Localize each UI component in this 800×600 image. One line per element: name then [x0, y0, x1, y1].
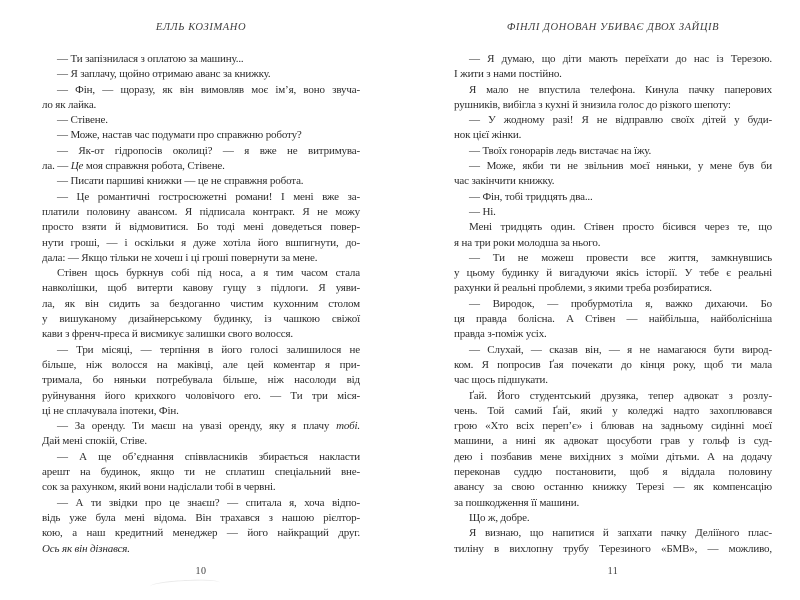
text-line: Стівен щось буркнув собі під носа, а я тим часом стала	[57, 267, 360, 280]
text-line: нок цієї жінки.	[454, 129, 522, 142]
text-line: дею і позбавив мене вихідних з моїми дітьми. А на додачу	[454, 450, 772, 463]
text-line: чень. Той самий Ґай, який у коледжі надто захоплювався	[454, 404, 772, 417]
text-line: тиліну в вихлопну трубу Терезиного «БМВ», — можливо,	[454, 542, 772, 555]
text-line: — Стівене.	[57, 114, 108, 127]
text-line: Я мало не впустила телефона. Кинула пачку паперових	[469, 83, 772, 96]
running-header-title: ФІНЛІ ДОНОВАН УБИВАЄ ДВОХ ЗАЙЦІВ	[506, 22, 720, 33]
text-line: — Я думаю, що діти мають переїхати до нас із Терезою.	[469, 53, 772, 65]
text-line: Ось як він дізнався.	[42, 542, 130, 555]
text-line: час закінчити книжку.	[454, 175, 555, 188]
text-line: рушників, вибігла з кухні й знизила голос до різкого шепоту:	[454, 98, 731, 111]
text-line: — Три місяці, — терпіння в його голосі залишилося не	[57, 343, 360, 356]
text-line: — Це романтичні гостросюжетні романи! І мені вже за-	[57, 190, 360, 203]
text-line: — Може, настав час подумати про справжню роботу?	[57, 129, 302, 142]
text-line: ла, як він сидить за бездоганно чистим кухонним столом	[42, 297, 360, 310]
text-line: грою «Хто всіх переп’є» і блював на задньому сидінні моєї	[454, 420, 772, 433]
text-line: — А ще об’єднання співвласників збирається накласти	[57, 450, 360, 463]
text-line: просто взяти й відмовитися. Бо тоді мені доведеться повер-	[42, 221, 360, 234]
text-line: — Твоїх гонорарів ледь вистачає на їжу.	[469, 144, 652, 157]
page-body-left	[42, 52, 360, 557]
text-line: — А ти звідки про це знаєш? — спитала я, хоча відпо-	[57, 496, 360, 509]
text-line: у вишуканому дизайнерському будинку, із чашкою свіжої	[42, 313, 360, 326]
text-line: — Фін, — щоразу, як він вимовляв моє ім’я, воно звуча-	[57, 83, 360, 96]
text-line: правда з-поміж усіх.	[454, 328, 547, 341]
text-line: — Ні.	[469, 205, 496, 218]
text-line: Дай мені спокій, Стіве.	[42, 435, 147, 448]
text-line: більше, ніж волосся на маківці, але цей коментар я при-	[42, 358, 360, 371]
text-line: — Як-от гідропосів околиці? — я вже не витримува-	[57, 144, 360, 157]
running-header-author: ЕЛЛЬ КОЗІМАНО	[155, 22, 247, 33]
text-line: навколішки, щоб витерти кавову гущу з підлоги. Я уяви-	[42, 282, 360, 295]
text-line: нути гроші, — і оскільки я дуже хотіла його вшпигнути, до-	[42, 236, 360, 249]
text-line: платили половину авансом. Я підписала контракт. Я не можу	[42, 205, 360, 218]
text-line: ці не сплачувала іпотеки, Фін.	[42, 404, 179, 417]
text-line: тримала, бо няньки потребувала більше, ніж насолоди від	[42, 374, 360, 387]
text-line: кою, а наш кредитний менеджер — його найкращий друг.	[42, 527, 360, 540]
book-page-right	[400, 0, 800, 600]
text-line: кави з френч-преса й висмикує залишки свого волосся.	[42, 328, 294, 341]
text-line: відь уже була мені відома. Він трахався з нашою рієлтор-	[42, 511, 360, 524]
page-number-right: 11	[607, 566, 619, 577]
text-line: — Я заплачу, щойно отримаю аванс за книжку.	[57, 68, 271, 81]
text-line: у цьому будинку й вигадуючи якісь історії. У тебе є реальні	[454, 267, 772, 280]
text-line: ла. — Це моя справжня робота, Стівене.	[42, 160, 225, 173]
text-line: ком. Я попросив Ґая почекати до кінця року, щоб ти мала	[454, 358, 772, 371]
text-line: — Слухай, — сказав він, — я не намагаюся бути вирод-	[469, 343, 772, 356]
text-line: час щось підшукати.	[454, 374, 548, 387]
text-line: — Ти запізнилася з оплатою за машину...	[57, 53, 244, 65]
text-line: — Ти не можеш провести все життя, замкнувшись	[469, 251, 772, 264]
text-line: — Фін, тобі тридцять два...	[469, 190, 593, 203]
text-line: я на три роки молодша за нього.	[454, 236, 601, 249]
text-line: Ґай. Його студентський друзяка, тепер адвокат з розлу-	[469, 389, 772, 402]
text-line: ло як лайка.	[42, 98, 97, 111]
text-line: Я визнаю, що напитися й запхати пачку Деліїного плас-	[469, 527, 772, 540]
page-content-right	[454, 0, 772, 557]
text-line: переконав суддю постановити, щоб я віддала половину	[454, 466, 772, 479]
page-body-right	[454, 52, 772, 557]
text-line: ця правда болісна. А Стівен — найбільша, найболісніша	[454, 313, 772, 326]
text-line: сок за рахунком, який вони надіслали тобі в червні.	[42, 481, 276, 494]
text-line: рахунки й реальні проблеми, з якими треба розбиратися.	[454, 282, 712, 295]
text-line: руйнування його крихкого чоловічого его. — Ти три міся-	[42, 389, 360, 402]
page-content-left	[42, 0, 360, 557]
text-line: Що ж, добре.	[469, 511, 530, 524]
text-line: І жити з нами постійно.	[454, 68, 562, 81]
text-line: — Може, якби ти не звільнив моєї няньки, у мене був би	[469, 160, 772, 173]
text-line: — У жодному разі! Я не відправлю своїх дітей у буди-	[469, 114, 772, 127]
text-line: Мені тридцять один. Стівен просто бісився через те, що	[469, 221, 772, 234]
text-line: — Виродок, — пробурмотіла я, важко дихаючи. Бо	[469, 297, 772, 310]
page-number-left: 10	[195, 566, 207, 577]
text-line: авансу за свою останню книжку Терезі — як компенсацію	[454, 481, 772, 494]
text-line: арешт на будинок, якщо ти не сплатиш спеціальний вне-	[42, 466, 360, 479]
text-line: — Писати паршиві книжки — це не справжня робота.	[57, 175, 304, 188]
text-line: — За оренду. Ти маєш на увазі оренду, яку я плачу тобі.	[57, 420, 360, 433]
text-line: за пошкодження її машини.	[454, 496, 580, 509]
text-line: дала: — Якщо тільки не хочеш і ці гроші повернути за мене.	[42, 251, 318, 264]
text-line: машини, а нині як адвокат щосуботи грав у гольф із суд-	[454, 435, 772, 448]
